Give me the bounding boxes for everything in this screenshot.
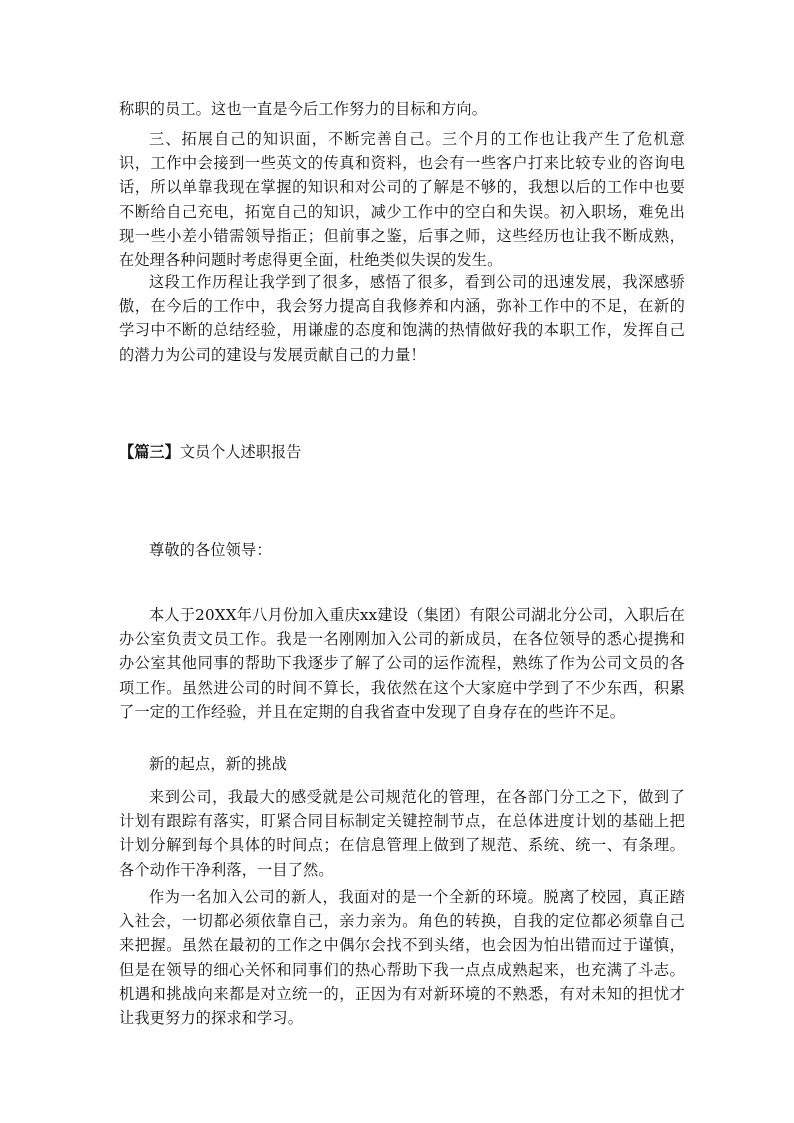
paragraph-expand-knowledge: 三、拓展自己的知识面，不断完善自己。三个月的工作也让我产生了危机意识，工作中会接到一些英文的传真和资料，也会有一些客户打来比较专业的咨询电话，所以单靠我现在掌握的知识和对公司的了解是不够的，我想以后的工作中也要不断给自己充电，拓宽自己的知识，减少工作中的空白和失误。初入职场，难免出现一些小差小错需领导指正；但前事之鉴，后事之师，这些经历也让我不断成熟，在处理各种问题时考虑得更全面，杜绝类似失误的发生。 [119,130,685,270]
paragraph-introduction: 本人于20XX年八月份加入重庆xx建设（集团）有限公司湖北分公司，入职后在办公室负责文员工作。我是一名刚刚加入公司的新成员，在各位领导的悉心提携和办公室其他同事的帮助下我逐步了解了公司的运作流程，熟练了作为公司文员的各项工作。虽然进公司的时间不算长，我依然在这个大家庭中学到了不少东西，积累了一定的工作经验，并且在定期的自我省查中发现了自身存在的些许不足。 [119,606,685,721]
section-heading [119,440,685,464]
paragraph-continuation: 称职的员工。这也一直是今后工作努力的目标和方向。 [119,100,488,118]
paragraph-new-environment: 作为一名加入公司的新人，我面对的是一个全新的环境。脱离了校园，真正踏入社会，一切都必须依靠自己，亲力亲为。角色的转换，自我的定位都必须靠自己来把握。虽然在最初的工作之中偶尔会找不到头绪，也会因为怕出错而过于谨慎，但是在领导的细心关怀和同事们的热心帮助下我一点点成熟起来，也充满了斗志。机遇和挑战向来都是对立统一的，正因为有对新环境的不熟悉，有对未知的担忧才让我更努力的探求和学习。 [119,888,685,1028]
paragraph-company-management: 来到公司，我最大的感受就是公司规范化的管理，在各部门分工之下，做到了计划有跟踪有落实，盯紧合同目标制定关键控制节点，在总体进度计划的基础上把计划分解到每个具体的时间点；在信息管理上做到了规范、系统、统一、有条理。各个动作干净利落，一目了然。 [119,788,685,879]
greeting: 尊敬的各位领导： [149,541,272,559]
subheading-new-start: 新的起点，新的挑战 [149,755,288,773]
paragraph-closing: 这段工作历程让我学到了很多，感悟了很多，看到公司的迅速发展，我深感骄傲，在今后的工作中，我会努力提高自我修养和内涵，弥补工作中的不足，在新的学习中不断的总结经验，用谦虚的态度和饱满的热情做好我的本职工作，发挥自己的潜力为公司的建设与发展贡献自己的力量！ [119,273,685,364]
section-tag: 【篇三】 [119,443,180,461]
section-title: 文员个人述职报告 [179,443,302,461]
